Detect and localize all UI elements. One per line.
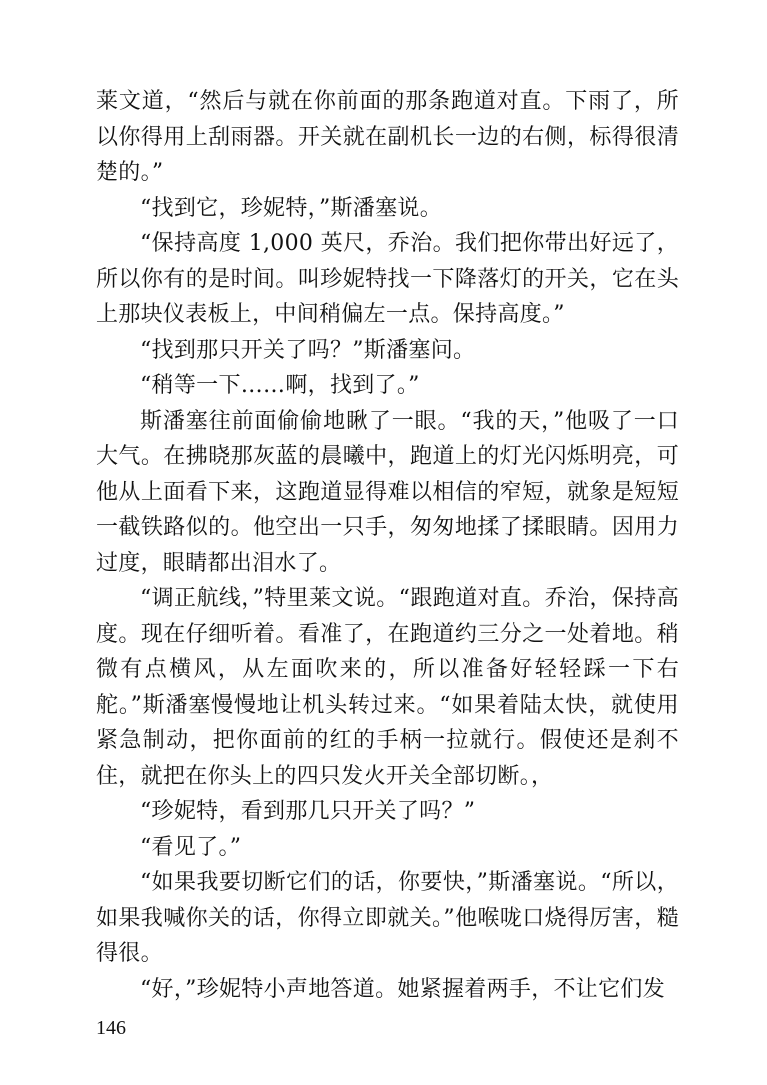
paragraph: “找到那只开关了吗？”斯潘塞问。 [140, 337, 476, 363]
paragraph: “好，”珍妮特小声地答道。她紧握着两手，不让它们发 [140, 976, 665, 1002]
paragraph: “珍妮特，看到那几只开关了吗？” [140, 799, 476, 824]
page-number: 146 [96, 1017, 126, 1039]
paragraph: “看见了。” [140, 834, 242, 860]
paragraph: 斯潘塞往前面偷偷地瞅了一眼。“我的天，”他吸了一口大气。在拂晓那灰蓝的晨曦中，跑道上的灯光闪烁明亮，可他从上面看下来，这跑道显得难以相信的窄短，就象是短短一截铁路似的。他空出一只手，匆匆地揉了揉眼睛。因用力过度，眼睛都出泪水了。 [96, 408, 679, 576]
paragraph: “如果我要切断它们的话，你要快，”斯潘塞说。“所以，如果我喊你关的话，你得立即就关。”他喉咙口烧得厉害，糙得很。 [96, 870, 679, 966]
paragraph: “调正航线，”特里莱文说。“跟跑道对直。乔治，保持高度。现在仔细听着。看准了，在跑道约三分之一处着地。稍微有点横风，从左面吹来的，所以准备好轻轻踩一下右舵。”斯潘塞慢慢地让机头转过来。“如果着陆太快，就使用紧急制动，把你面前的红的手柄一拉就行。假使还是刹不住，就把在你头上的四只发火开关全部切断。， [96, 586, 679, 789]
paragraph-continuation: 莱文道，“然后与就在你前面的那条跑道对直。下雨了，所以你得用上刮雨器。开关就在副机长一边的右侧，标得很清楚的。” [96, 89, 679, 185]
paragraph: “找到它，珍妮特，”斯潘塞说。 [140, 195, 442, 221]
paragraph: “稍等一下……啊，找到了。” [140, 373, 420, 398]
paragraph: “保持高度 1,000 英尺，乔治。我们把你带出好远了，所以你有的是时间。叫珍妮特找一下降落灯的开关，它在头上那块仪表板上，中间稍偏左一点。保持高度。” [96, 231, 679, 327]
body-text [96, 84, 679, 1007]
